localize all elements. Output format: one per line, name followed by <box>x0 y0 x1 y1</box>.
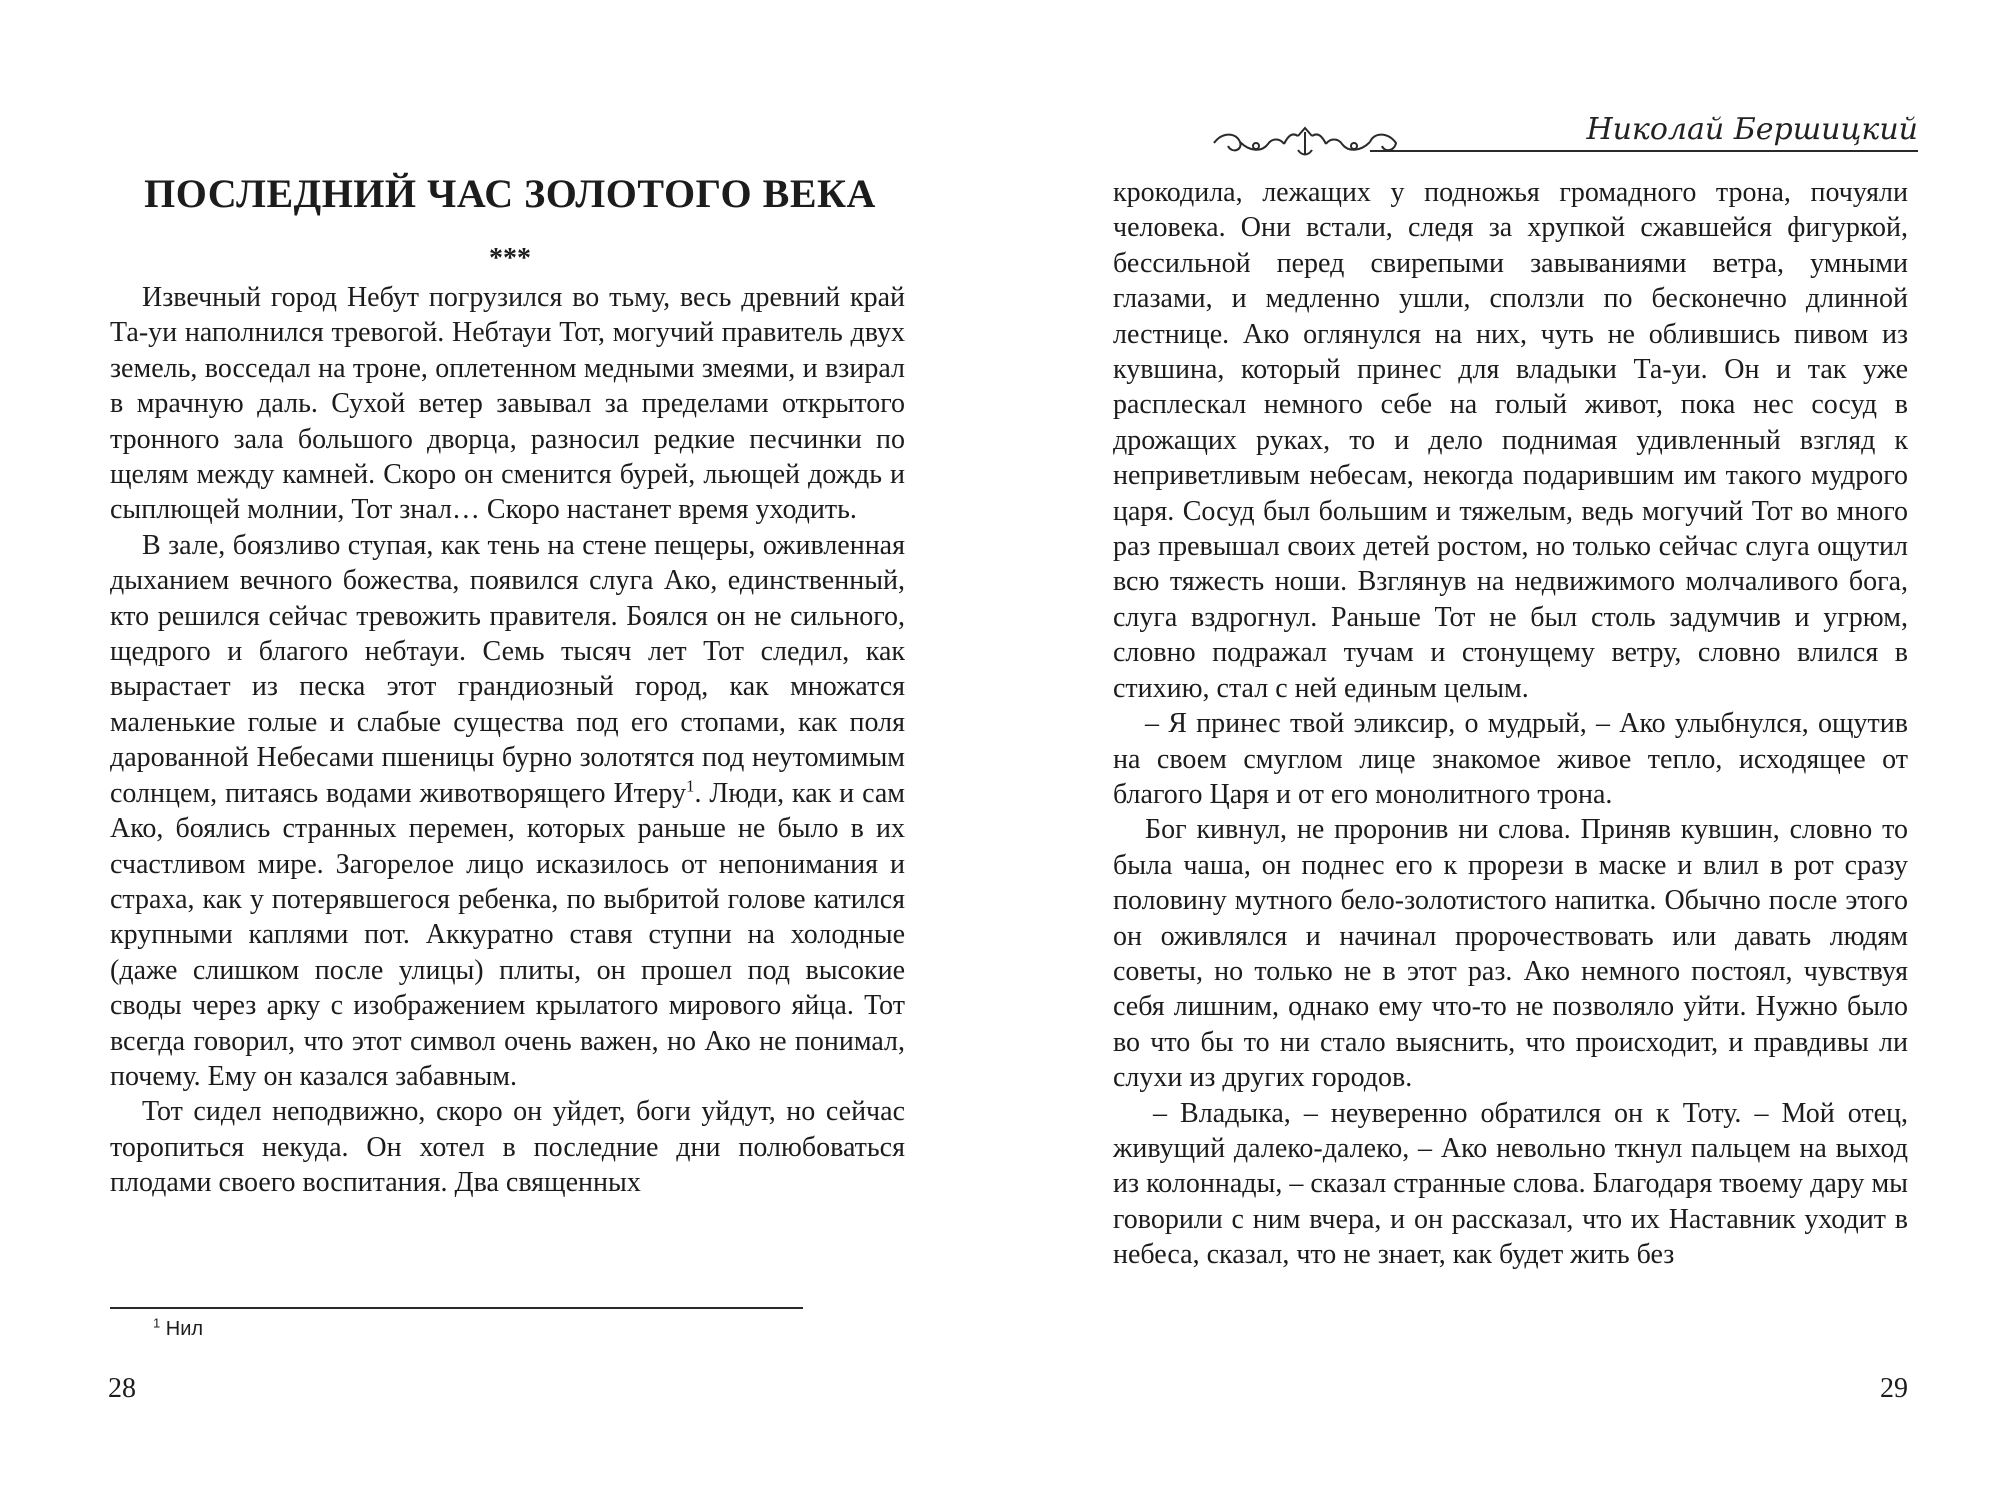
paragraph: В зале, боязливо ступая, как тень на стене пещеры, оживленная дыханием вечного божества, появился слуга Ако, единственный, кто решился сейчас тревожить правителя. Боялся он не сильного, щедрого и благого небтауи. Семь тысяч лет Тот следил, как вырастает из песка этот грандиозный город, как множатся маленькие голые и слабые существа под его стопами, как поля дарованной Небесами пшеницы бурно золотятся под неутомимым солнцем, питаясь водами животворящего Итеру$^1$. Люди, как и сам Ако, боялись странных перемен, которых раньше не было в их счастливом мире. Загорелое лицо исказилось от непонимания и страха, как у потерявшегося ребенка, по выбритой голове катился крупными каплями пот. Аккуратно ставя ступни на холодные (даже слишком после улицы) плиты, он прошел под высокие своды через арку с изображением крылатого мирового яйца. Тот всегда говорил, что этот символ очень важен, но Ако не понимал, почему. Ему он казался забавным. <box>110 529 906 1092</box>
paragraph: крокодила, лежащих у подножья громадного трона, почуяли человека. Они встали, следя за хрупкой сжавшейся фигуркой, бессильной перед свирепыми завываниями ветра, умными глазами, и медленно ушли, сползли по бесконечно длинной лестнице. Ако оглянулся на них, чуть не облившись пивом из кувшина, который принес для владыки Та-уи. Он и так уже расплескал немного себе на голый живот, пока нес сосуд в дрожащих руках, то и дело поднимая удивленный взгляд к неприветливым небесам, некогда подарившим им такого мудрого царя. Сосуд был большим и тяжелым, ведь могучий Тот во много раз превышал своих детей ростом, но только сейчас слуга ощутил всю тяжесть ноши. Взглянув на недвижимого молчаливого бога, слуга вздрогнул. Раньше Тот не был столь задумчив и угрюм, словно подражал тучам и стонущему ветру, словно влился в стихию, стал с ней единым целым. <box>1113 177 1909 704</box>
section-separator: *** <box>489 243 531 274</box>
author-name: Николай Бершицкий <box>1586 112 1918 147</box>
page-number-left: 28 <box>108 1373 136 1404</box>
footnote <box>153 1315 204 1341</box>
footnote-reference: 1 <box>685 776 695 796</box>
header-divider <box>1370 150 1918 152</box>
running-header <box>1210 110 1918 160</box>
footnote-text: Нил <box>165 1318 204 1340</box>
paragraph: Бог кивнул, не проронив ни слова. Приняв кувшин, словно то была чаша, он поднес его к прорези в маске и влил в рот сразу половину мутного бело-золотистого напитка. Обычно после этого он оживлялся и начинал пророчествовать или давать людям советы, но только не в этот раз. Ако немного постоял, чувствуя себя лишним, однако ему что-то не позволяло уйти. Нужно было во что бы то ни стало выяснить, что происходит, и правдивы ли слухи из других городов. <box>1113 814 1909 1094</box>
chapter-title: ПОСЛЕДНИЙ ЧАС ЗОЛОТОГО ВЕКА <box>144 171 876 216</box>
paragraph: Тот сидел неподвижно, скоро он уйдет, боги уйдут, но сейчас торопиться некуда. Он хотел в последние дни полюбоваться плодами своего воспитания. Два священных <box>110 1096 905 1199</box>
left-body-text <box>110 280 905 1201</box>
footnote-mark: 1 <box>153 1315 161 1331</box>
right-body-text <box>1113 175 1908 1273</box>
paragraph: Извечный город Небут погрузился во тьму, весь древний край Та-уи наполнился тревогой. Небтауи Тот, могучий правитель двух земель, восседал на троне, оплетенном медными змеями, и взирал в мрачную даль. Сухой ветер завывал за пределами открытого тронного зала большого дворца, разносил редкие песчинки по щелям между камней. Скоро он сменится бурей, льющей дождь и сыплющей молнии, Тот знал… Скоро настанет время уходить. <box>110 282 906 526</box>
paragraph: – Владыка, – неуверенно обратился он к Тоту. – Мой отец, живущий далеко-далеко, – Ако невольно ткнул пальцем на выход из колоннады, – сказал странные слова. Благодаря твоему дару мы говорили с ним вчера, и он рассказал, что их Наставник уходит в небеса, сказал, что не знает, как будет жить без <box>1113 1097 1908 1271</box>
page-number-right: 29 <box>1880 1373 1908 1404</box>
flourish-ornament-icon <box>1210 126 1400 160</box>
paragraph: – Я принес твой эликсир, о мудрый, – Ако улыбнулся, ощутив на своем смуглом лице знакомое живое тепло, исходящее от благого Царя и от его монолитного трона. <box>1113 708 1908 810</box>
right-page <box>1000 0 2000 1501</box>
footnote-divider <box>110 1307 803 1309</box>
